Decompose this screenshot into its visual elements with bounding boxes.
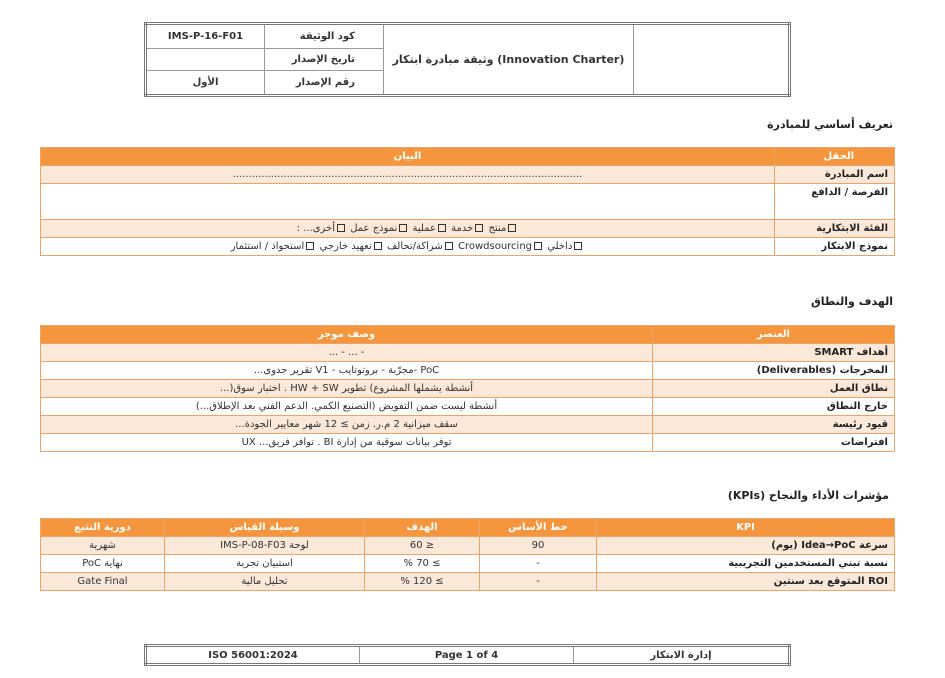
col-target: الهدف [365, 519, 480, 537]
kpi-name: سرعة Idea→PoC (يوم) [597, 537, 895, 555]
checkbox-other[interactable]: أخرى... : [297, 223, 347, 234]
checkbox-internal[interactable]: داخلي [547, 241, 584, 252]
model-options [41, 238, 775, 256]
kpi-target[interactable]: ≥ 70 % [365, 555, 480, 573]
kpi-frequency[interactable]: نهاية PoC [41, 555, 165, 573]
issue-no-label: رقم الإصدار [265, 71, 384, 96]
document-footer [144, 644, 791, 666]
kpi-target[interactable]: ≥ 120 % [365, 573, 480, 591]
kpi-target[interactable]: ≤ 60 [365, 537, 480, 555]
logo-area [634, 24, 790, 96]
name-label: اسم المبادرة [775, 166, 895, 184]
section-title-scope: الهدف والنطاق [810, 295, 893, 308]
scope-row-label: خارج النطاق [653, 398, 895, 416]
scope-row-value[interactable]: - ... - ... [41, 344, 653, 362]
col-kpi: KPI [597, 519, 895, 537]
section-title-kpis: مؤشرات الأداء والنجاح (KPIs) [727, 489, 889, 502]
col-desc: وصف موجز [41, 326, 653, 344]
kpi-name: نسبة تبني المستخدمين التجريبية [597, 555, 895, 573]
scope-row-label: افتراضات [653, 434, 895, 452]
kpi-method[interactable]: تحليل مالية [165, 573, 365, 591]
checkbox-product[interactable]: منتج [489, 223, 519, 234]
col-method: وسيلة القياس [165, 519, 365, 537]
kpi-baseline[interactable]: - [480, 573, 597, 591]
model-label: نموذج الابتكار [775, 238, 895, 256]
kpi-frequency[interactable]: شهرية [41, 537, 165, 555]
section-title-basic: تعريف أساسي للمبادرة [767, 118, 893, 131]
checkbox-service[interactable]: خدمة [451, 223, 485, 234]
footer-iso: ISO 56001:2024 [146, 646, 360, 665]
doc-code-label: كود الوثيقة [265, 24, 384, 49]
category-options [41, 220, 775, 238]
col-element: العنصر [653, 326, 895, 344]
scope-row-value[interactable]: أنشطة ليست ضمن التفويض (التصنيع الكمي. الدعم الفني بعد الإطلاق...) [41, 398, 653, 416]
checkbox-crowdsourcing[interactable]: Crowdsourcing [458, 241, 544, 252]
scope-row-label: نطاق العمل [653, 380, 895, 398]
category-label: الفئة الابتكارية [775, 220, 895, 238]
scope-row-label: أهداف SMART [653, 344, 895, 362]
scope-row-label: قيود رئيسة [653, 416, 895, 434]
checkbox-outsourcing[interactable]: تعهيد خارجي [320, 241, 384, 252]
scope-row-value[interactable]: PoC -مجرّبة - بروتوتايب - V1 تقرير جدوى... [41, 362, 653, 380]
doc-code-value: IMS-P-16-F01 [146, 24, 265, 49]
name-value[interactable]: .............................................................................................................. [41, 166, 775, 184]
scope-row-value[interactable]: توفر بيانات سوقية من إدارة BI . توافر فريق... UX [41, 434, 653, 452]
initiative-table [40, 147, 895, 256]
opportunity-label: الفرصة / الدافع [775, 184, 895, 220]
col-baseline: خط الأساس [480, 519, 597, 537]
issue-date-value [146, 48, 265, 71]
issue-no-value: الأول [146, 71, 265, 96]
kpi-name: ROI المتوقع بعد سنتين [597, 573, 895, 591]
kpi-table [40, 518, 895, 591]
kpi-method[interactable]: استبيان تجربة [165, 555, 365, 573]
scope-table [40, 325, 895, 452]
opportunity-value[interactable] [41, 184, 775, 220]
scope-row-label: المخرجات (Deliverables) [653, 362, 895, 380]
checkbox-acquisition[interactable]: استحواذ / استثمار [231, 241, 317, 252]
issue-date-label: تاريخ الإصدار [265, 48, 384, 71]
kpi-method[interactable]: لوحة IMS-P-08-F03 [165, 537, 365, 555]
kpi-frequency[interactable]: Gate Final [41, 573, 165, 591]
kpi-baseline[interactable]: 90 [480, 537, 597, 555]
col-frequency: دورية التتبع [41, 519, 165, 537]
col-data: البيان [41, 148, 775, 166]
document-title: وثيقة مبادرة ابتكار (Innovation Charter) [384, 24, 634, 96]
col-field: الحقل [775, 148, 895, 166]
checkbox-business-model[interactable]: نموذج عمل [350, 223, 409, 234]
scope-row-value[interactable]: أنشطة يشملها المشروع) تطوير HW + SW . اختبار سوق(... [41, 380, 653, 398]
footer-page: Page 1 of 4 [360, 646, 574, 665]
checkbox-process[interactable]: عملية [413, 223, 448, 234]
footer-dept: إدارة الابتكار [574, 646, 790, 665]
checkbox-partnership[interactable]: شراكة/تحالف [387, 241, 455, 252]
scope-row-value[interactable]: سقف ميزانية 2 م.ر. زمن ≥ 12 شهر معايير الجودة... [41, 416, 653, 434]
document-header [144, 22, 791, 97]
kpi-baseline[interactable]: - [480, 555, 597, 573]
